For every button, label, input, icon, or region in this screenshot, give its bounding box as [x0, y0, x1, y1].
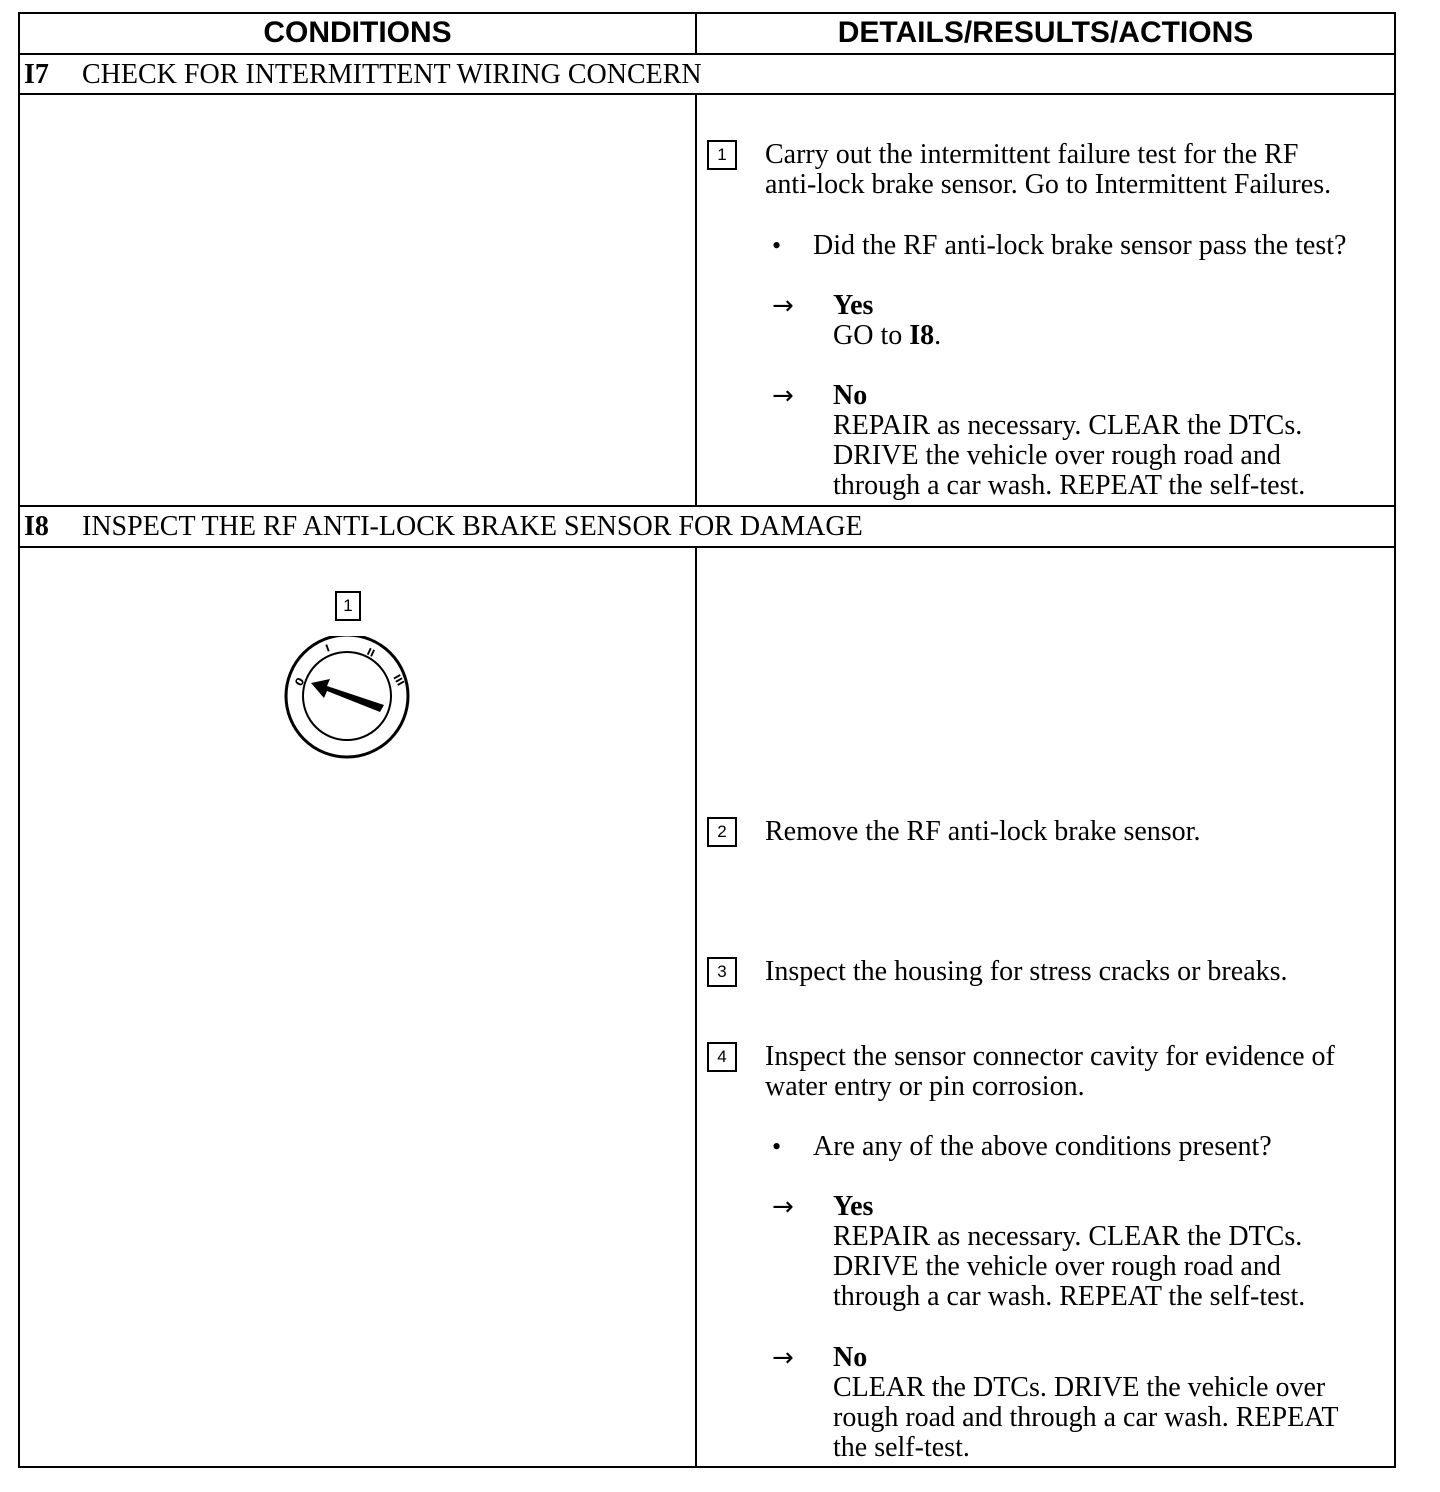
i8-no-arrow-icon: →	[772, 1343, 794, 1373]
i7-title-text: CHECK FOR INTERMITTENT WIRING CONCERN	[82, 59, 702, 90]
i8-step-4-line-1: Inspect the sensor connector cavity for evidence of	[765, 1041, 1335, 1072]
i7-step-1-line-2: anti-lock brake sensor. Go to Intermittent Failures.	[765, 169, 1332, 200]
ignition-position-2: II	[364, 646, 377, 660]
i8-yes-arrow-icon: →	[772, 1192, 794, 1222]
i7-no-line-2: DRIVE the vehicle over rough road and	[833, 440, 1281, 471]
i7-question-bullet: •	[772, 231, 782, 260]
i7-yes-action-suffix: .	[934, 320, 942, 351]
conditions-column-header: CONDITIONS	[263, 16, 452, 49]
i7-section-title	[24, 55, 702, 95]
i8-step-3-box: 3	[707, 957, 737, 987]
i8-no-label: No	[833, 1342, 868, 1373]
ignition-switch-icon	[283, 636, 413, 760]
i7-step-1-line-1: Carry out the intermittent failure test for the RF	[765, 139, 1299, 170]
i8-yes-line-3: through a car wash. REPEAT the self-test.	[833, 1281, 1306, 1312]
i7-yes-label: Yes	[833, 290, 874, 321]
i7-yes-action-prefix: GO to	[833, 320, 910, 351]
i8-no-line-2: rough road and through a car wash. REPEAT	[833, 1402, 1339, 1433]
i8-column-divider	[695, 546, 697, 1468]
i7-no-arrow-icon: →	[772, 381, 794, 411]
i8-step-4-box: 4	[707, 1042, 737, 1072]
i7-yes-action-ref: I8	[909, 320, 935, 351]
i8-yes-line-1: REPAIR as necessary. CLEAR the DTCs.	[833, 1221, 1303, 1252]
i7-step-1-box: 1	[707, 140, 737, 170]
i8-title-text: INSPECT THE RF ANTI-LOCK BRAKE SENSOR FOR DAMAGE	[82, 511, 863, 542]
i8-yes-label: Yes	[833, 1191, 874, 1222]
i7-yes-action	[833, 321, 941, 351]
ignition-position-3: III	[390, 673, 406, 689]
i7-no-line-3: through a car wash. REPEAT the self-test.	[833, 470, 1306, 501]
i8-step-2-box: 2	[707, 817, 737, 847]
i7-number: I7	[24, 59, 49, 90]
i8-step-4-line-2: water entry or pin corrosion.	[765, 1071, 1085, 1102]
i8-yes-line-2: DRIVE the vehicle over rough road and	[833, 1251, 1281, 1282]
ignition-position-0: 0	[292, 675, 308, 689]
i7-column-divider	[695, 93, 697, 506]
details-column-header: DETAILS/RESULTS/ACTIONS	[837, 16, 1254, 49]
i8-step-2-text: Remove the RF anti-lock brake sensor.	[765, 816, 1201, 847]
i7-no-line-1: REPAIR as necessary. CLEAR the DTCs.	[833, 410, 1303, 441]
i7-question: Did the RF anti-lock brake sensor pass the test?	[813, 230, 1347, 261]
i8-section-title	[24, 507, 863, 547]
i8-number: I8	[24, 511, 49, 542]
i8-no-line-1: CLEAR the DTCs. DRIVE the vehicle over	[833, 1372, 1326, 1403]
i8-question: Are any of the above conditions present?	[813, 1131, 1272, 1162]
i8-no-line-3: the self-test.	[833, 1432, 970, 1463]
i8-question-bullet: •	[772, 1132, 782, 1161]
i8-step-3-text: Inspect the housing for stress cracks or breaks.	[765, 956, 1288, 987]
i7-no-label: No	[833, 380, 868, 411]
i7-yes-arrow-icon: →	[772, 291, 794, 321]
ignition-position-1: I	[324, 643, 332, 655]
figure-step-1-box: 1	[335, 591, 361, 621]
